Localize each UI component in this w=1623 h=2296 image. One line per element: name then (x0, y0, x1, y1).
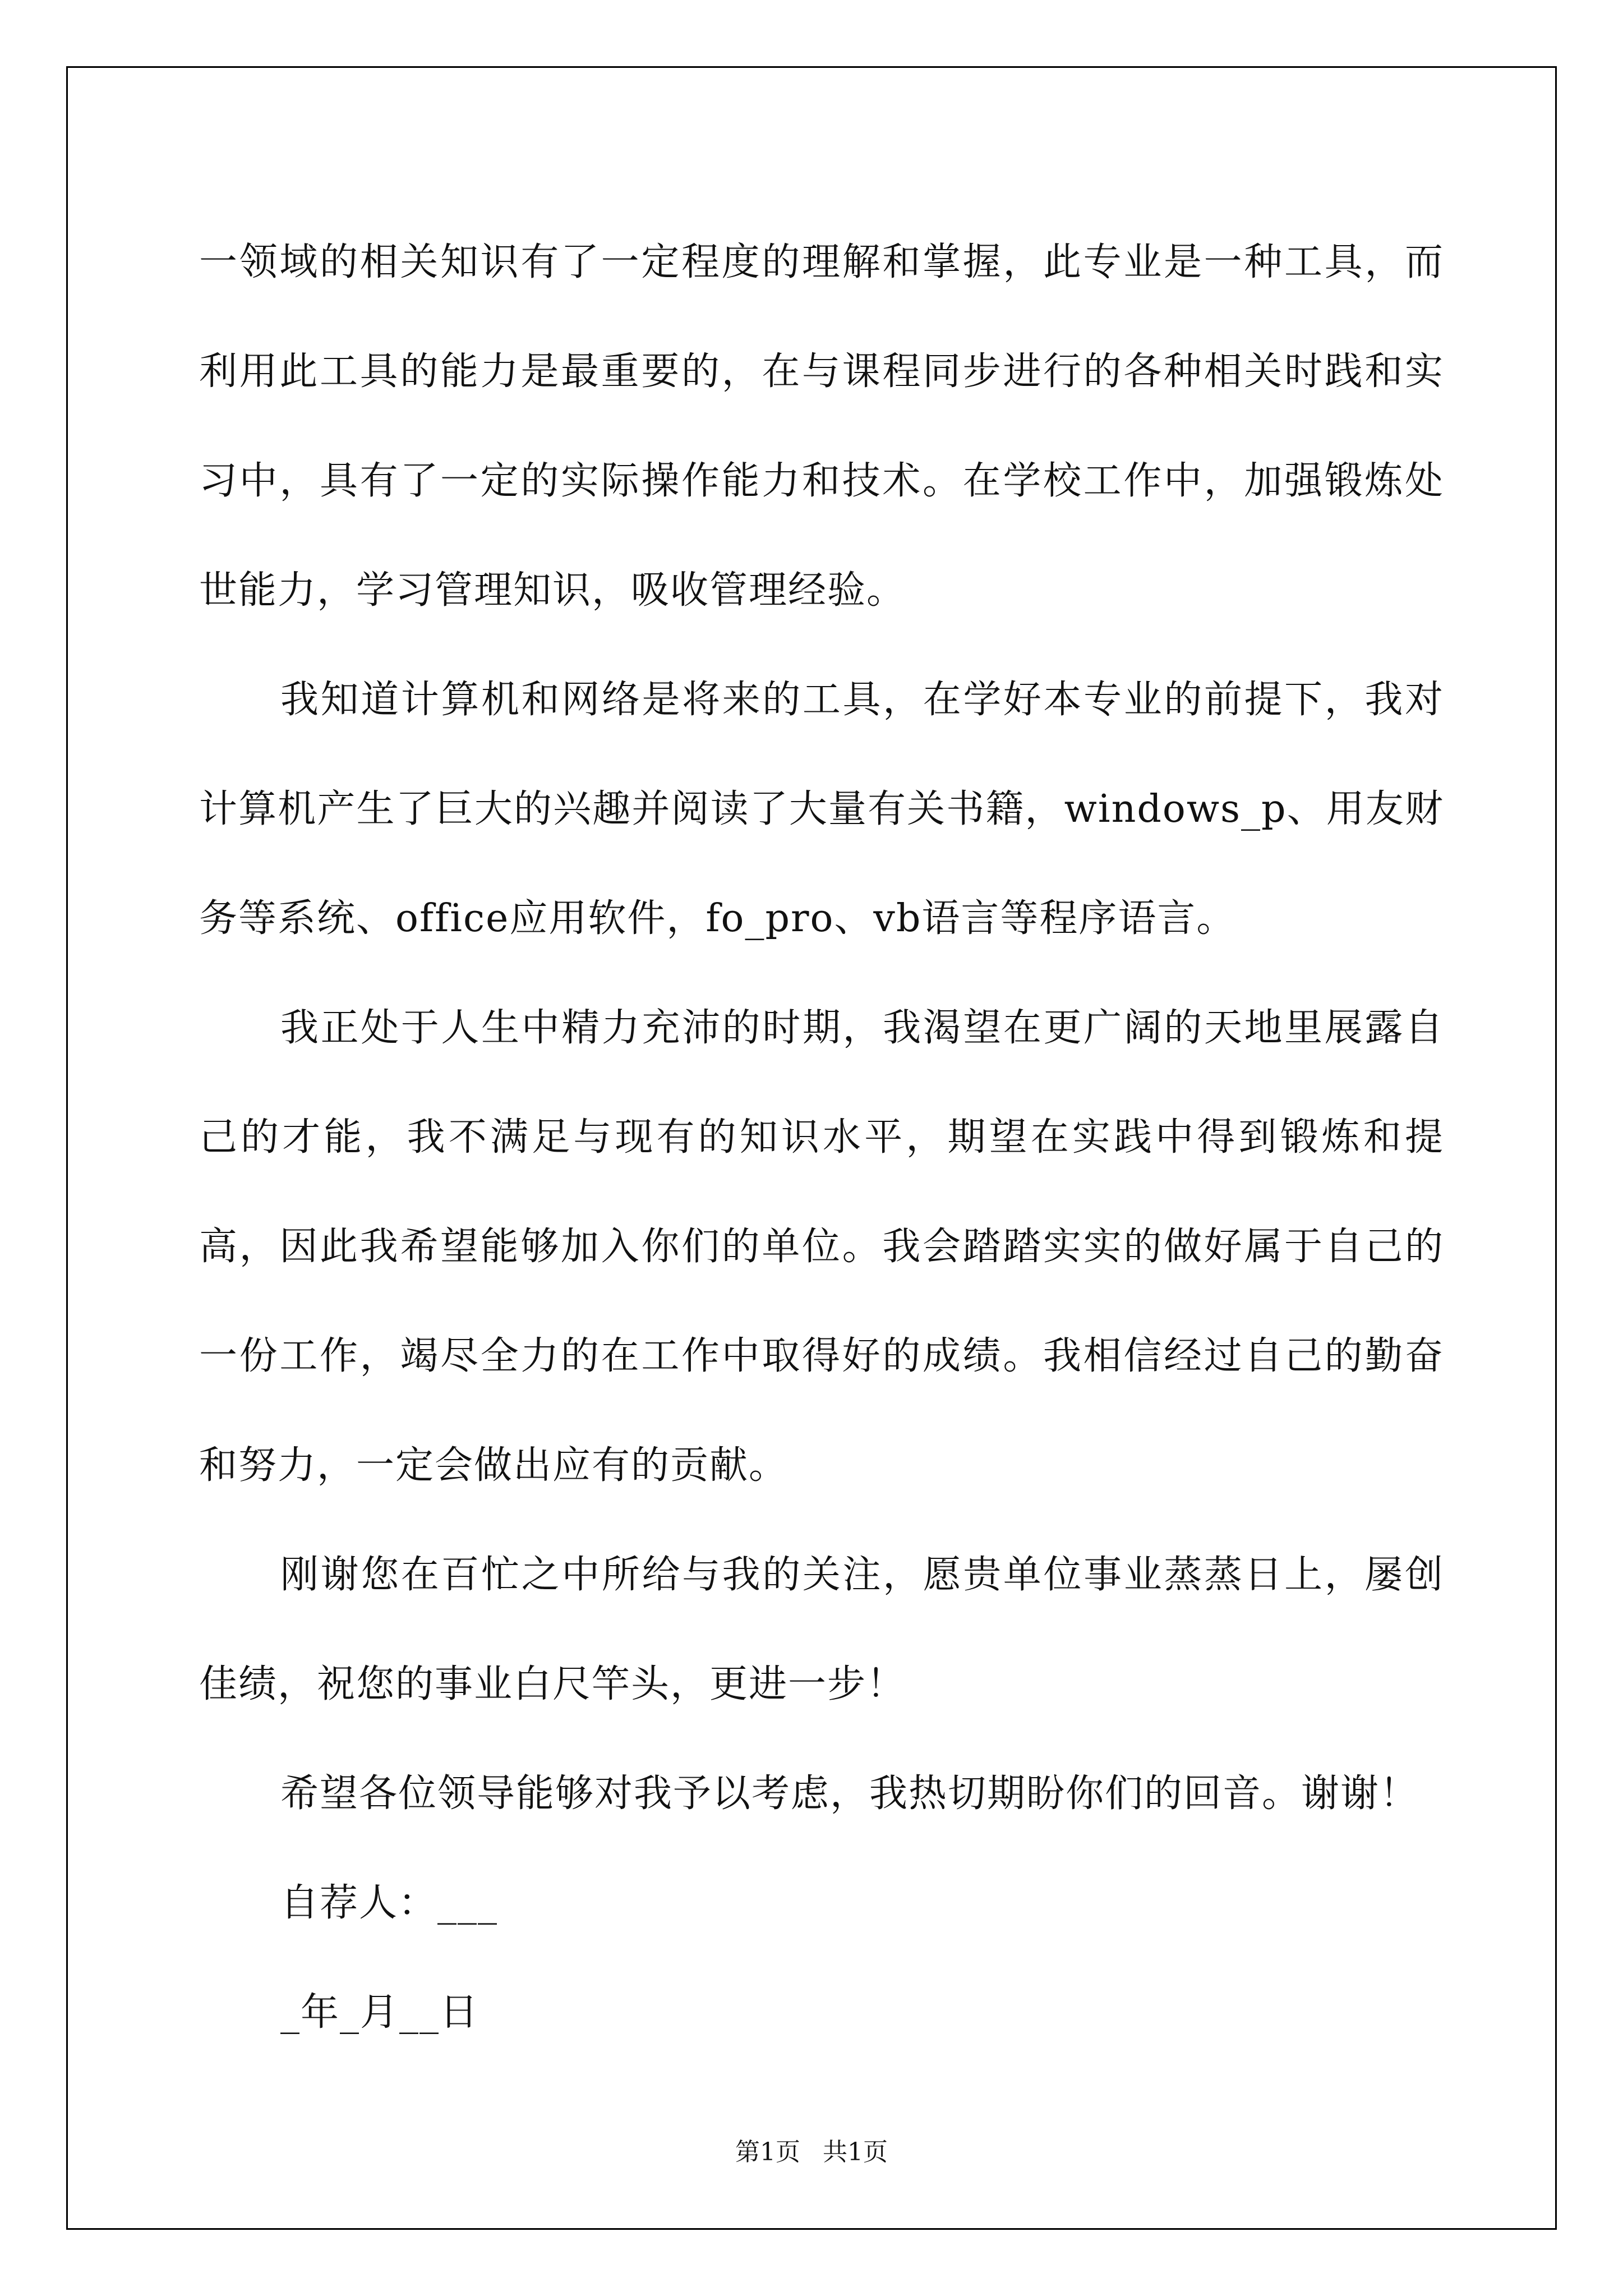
paragraph-4: 刚谢您在百忙之中所给与我的关注，愿贵单位事业蒸蒸日上，屡创佳绩，祝您的事业白尺竿头，更进一步！ (199, 1553, 1444, 1706)
date-line: _年_月__日 (280, 1990, 479, 2035)
page-number: 第1页 (735, 2138, 800, 2166)
paragraph-5: 希望各位领导能够对我予以考虑，我热切期盼你们的回音。谢谢！ (280, 1772, 1419, 1816)
paragraph-3: 我正处于人生中精力充沛的时期，我渴望在更广阔的天地里展露自己的才能，我不满足与现有的知识水平，期望在实践中得到锻炼和提高，因此我希望能够加入你们的单位。我会踏踏实实的做好属于自己的一份工作，竭尽全力的在工作中取得好的成绩。我相信经过自己的勤奋和努力，一定会做出应有的贡献。 (199, 1006, 1444, 1488)
paragraph-1: 一领域的相关知识有了一定程度的理解和掌握，此专业是一种工具，而利用此工具的能力是最重要的，在与课程同步进行的各种相关时践和实习中，具有了一定的实际操作能力和技术。在学校工作中，加强锻炼处世能力，学习管理知识，吸收管理经验。 (199, 240, 1444, 613)
page-total: 共1页 (823, 2138, 888, 2166)
page-footer (0, 2132, 1623, 2168)
signature-line: 自荐人：___ (280, 1881, 499, 1925)
paragraph-2: 我知道计算机和网络是将来的工具，在学好本专业的前提下，我对计算机产生了巨大的兴趣并阅读了大量有关书籍，windows_p、用友财务等系统、office应用软件，fo_pro、vb语言等程序语言。 (199, 678, 1444, 941)
letter-body (199, 208, 1444, 2067)
